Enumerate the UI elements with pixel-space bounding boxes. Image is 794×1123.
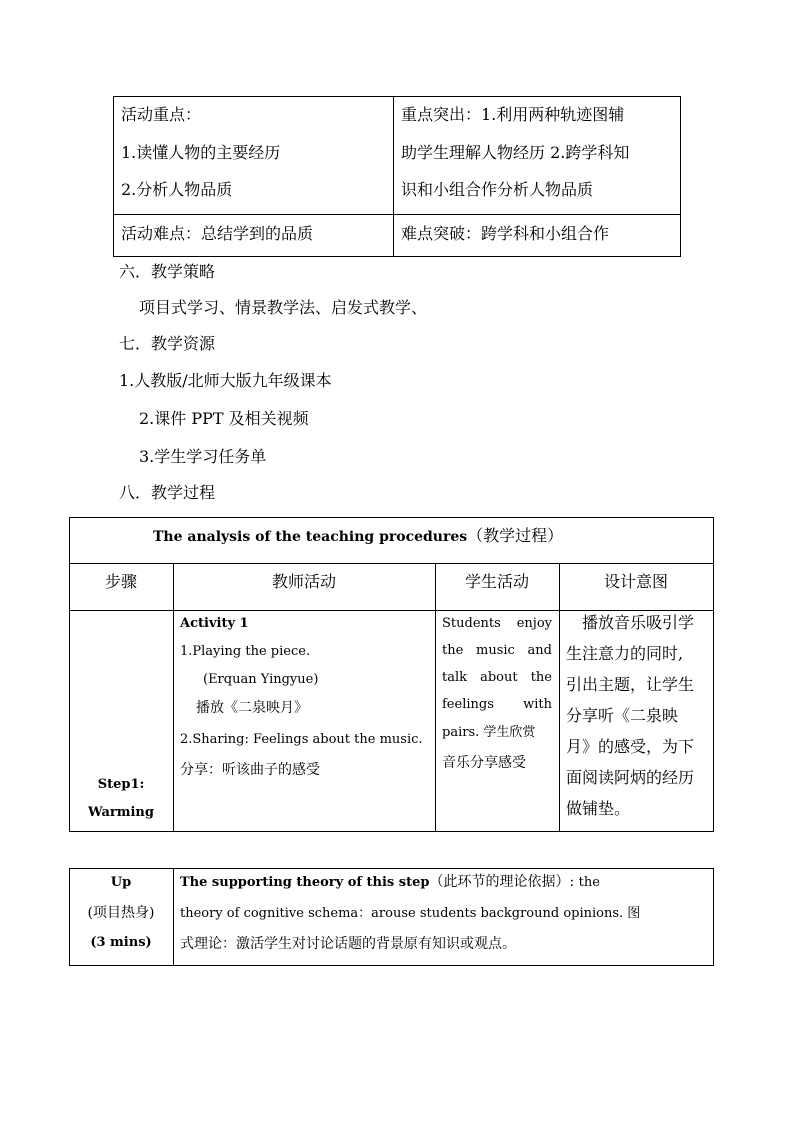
design-line-3: 引出主题，让学生 — [566, 675, 695, 694]
step-label-line-1: Step1: — [97, 777, 145, 792]
teacher-step-1: 1.Playing the piece. — [180, 644, 311, 659]
key-points-label: 活动重点： — [121, 105, 202, 124]
difficulty-label: 活动难点：总结学到的品质 — [121, 224, 314, 243]
design-line-1: 播放音乐吸引学 — [582, 613, 695, 632]
teacher-step-2: 2.Sharing: Feelings about the music. — [180, 732, 423, 747]
design-line-4: 分享听《二泉映 — [566, 706, 679, 725]
teacher-step-1-piece: (Erquan Yingyue) — [203, 672, 319, 687]
difficulty-breakthrough: 难点突破：跨学科和小组合作 — [401, 224, 610, 243]
theory-line-1: The supporting theory of this step（此环节的理论依据）: the — [180, 874, 600, 890]
student-line-1: Students enjoy — [442, 616, 552, 631]
key-breakthrough-line-2: 助学生理解人物经历 2.跨学科知 — [401, 143, 630, 162]
resource-item-2: 2.课件 PPT 及相关视频 — [139, 409, 309, 428]
design-line-7: 做铺垫。 — [566, 799, 631, 818]
theory-line-2: theory of cognitive schema：arouse students background opinions. 图 — [180, 906, 641, 921]
phase-label-en: Up — [110, 875, 132, 890]
table-title: The analysis of the teaching procedures（教学过程） — [153, 526, 564, 545]
teacher-step-2-cn: 分享：听该曲子的感受 — [180, 762, 320, 778]
section-8-heading: 八．教学过程 — [119, 483, 216, 502]
header-design-intent: 设计意图 — [603, 572, 668, 591]
section-7-heading: 七．教学资源 — [119, 334, 216, 353]
phase-label-cn: (项目热身) — [87, 905, 155, 921]
resource-item-3: 3.学生学习任务单 — [139, 447, 267, 466]
key-point-2: 2.分析人物品质 — [121, 180, 233, 199]
header-step: 步骤 — [104, 572, 137, 591]
key-breakthrough-line-3: 识和小组合作分析人物品质 — [401, 180, 594, 199]
design-line-2: 生注意力的同时, — [566, 644, 684, 663]
teacher-step-1-cn: 播放《二泉映月》 — [196, 700, 308, 716]
section-6-heading: 六．教学策略 — [119, 262, 216, 281]
header-teacher-activity: 教师活动 — [271, 572, 336, 591]
step-label-line-2: Warming — [88, 805, 154, 820]
activity-title: Activity 1 — [180, 616, 249, 631]
resource-item-1: 1.人教版/北师大版九年级课本 — [119, 371, 332, 390]
section-6-body: 项目式学习、情景教学法、启发式教学、 — [139, 298, 428, 317]
header-student-activity: 学生活动 — [464, 572, 529, 591]
phase-duration: (3 mins) — [90, 935, 152, 950]
student-line-4: feelings with — [442, 697, 552, 712]
key-breakthrough-line-1: 重点突出：1.利用两种轨迹图辅 — [401, 105, 625, 124]
theory-line-3: 式理论：激活学生对讨论话题的背景原有知识或观点。 — [180, 936, 516, 952]
student-line-3: talk about the — [442, 670, 552, 685]
design-line-6: 面阅读阿炳的经历 — [566, 768, 695, 787]
student-line-6: 音乐分享感受 — [442, 755, 526, 771]
student-line-5: pairs. 学生欣赏 — [442, 725, 536, 740]
key-point-1: 1.读懂人物的主要经历 — [121, 143, 281, 162]
design-line-5: 月》的感受，为下 — [566, 737, 695, 756]
student-line-2: the music and — [442, 643, 552, 658]
